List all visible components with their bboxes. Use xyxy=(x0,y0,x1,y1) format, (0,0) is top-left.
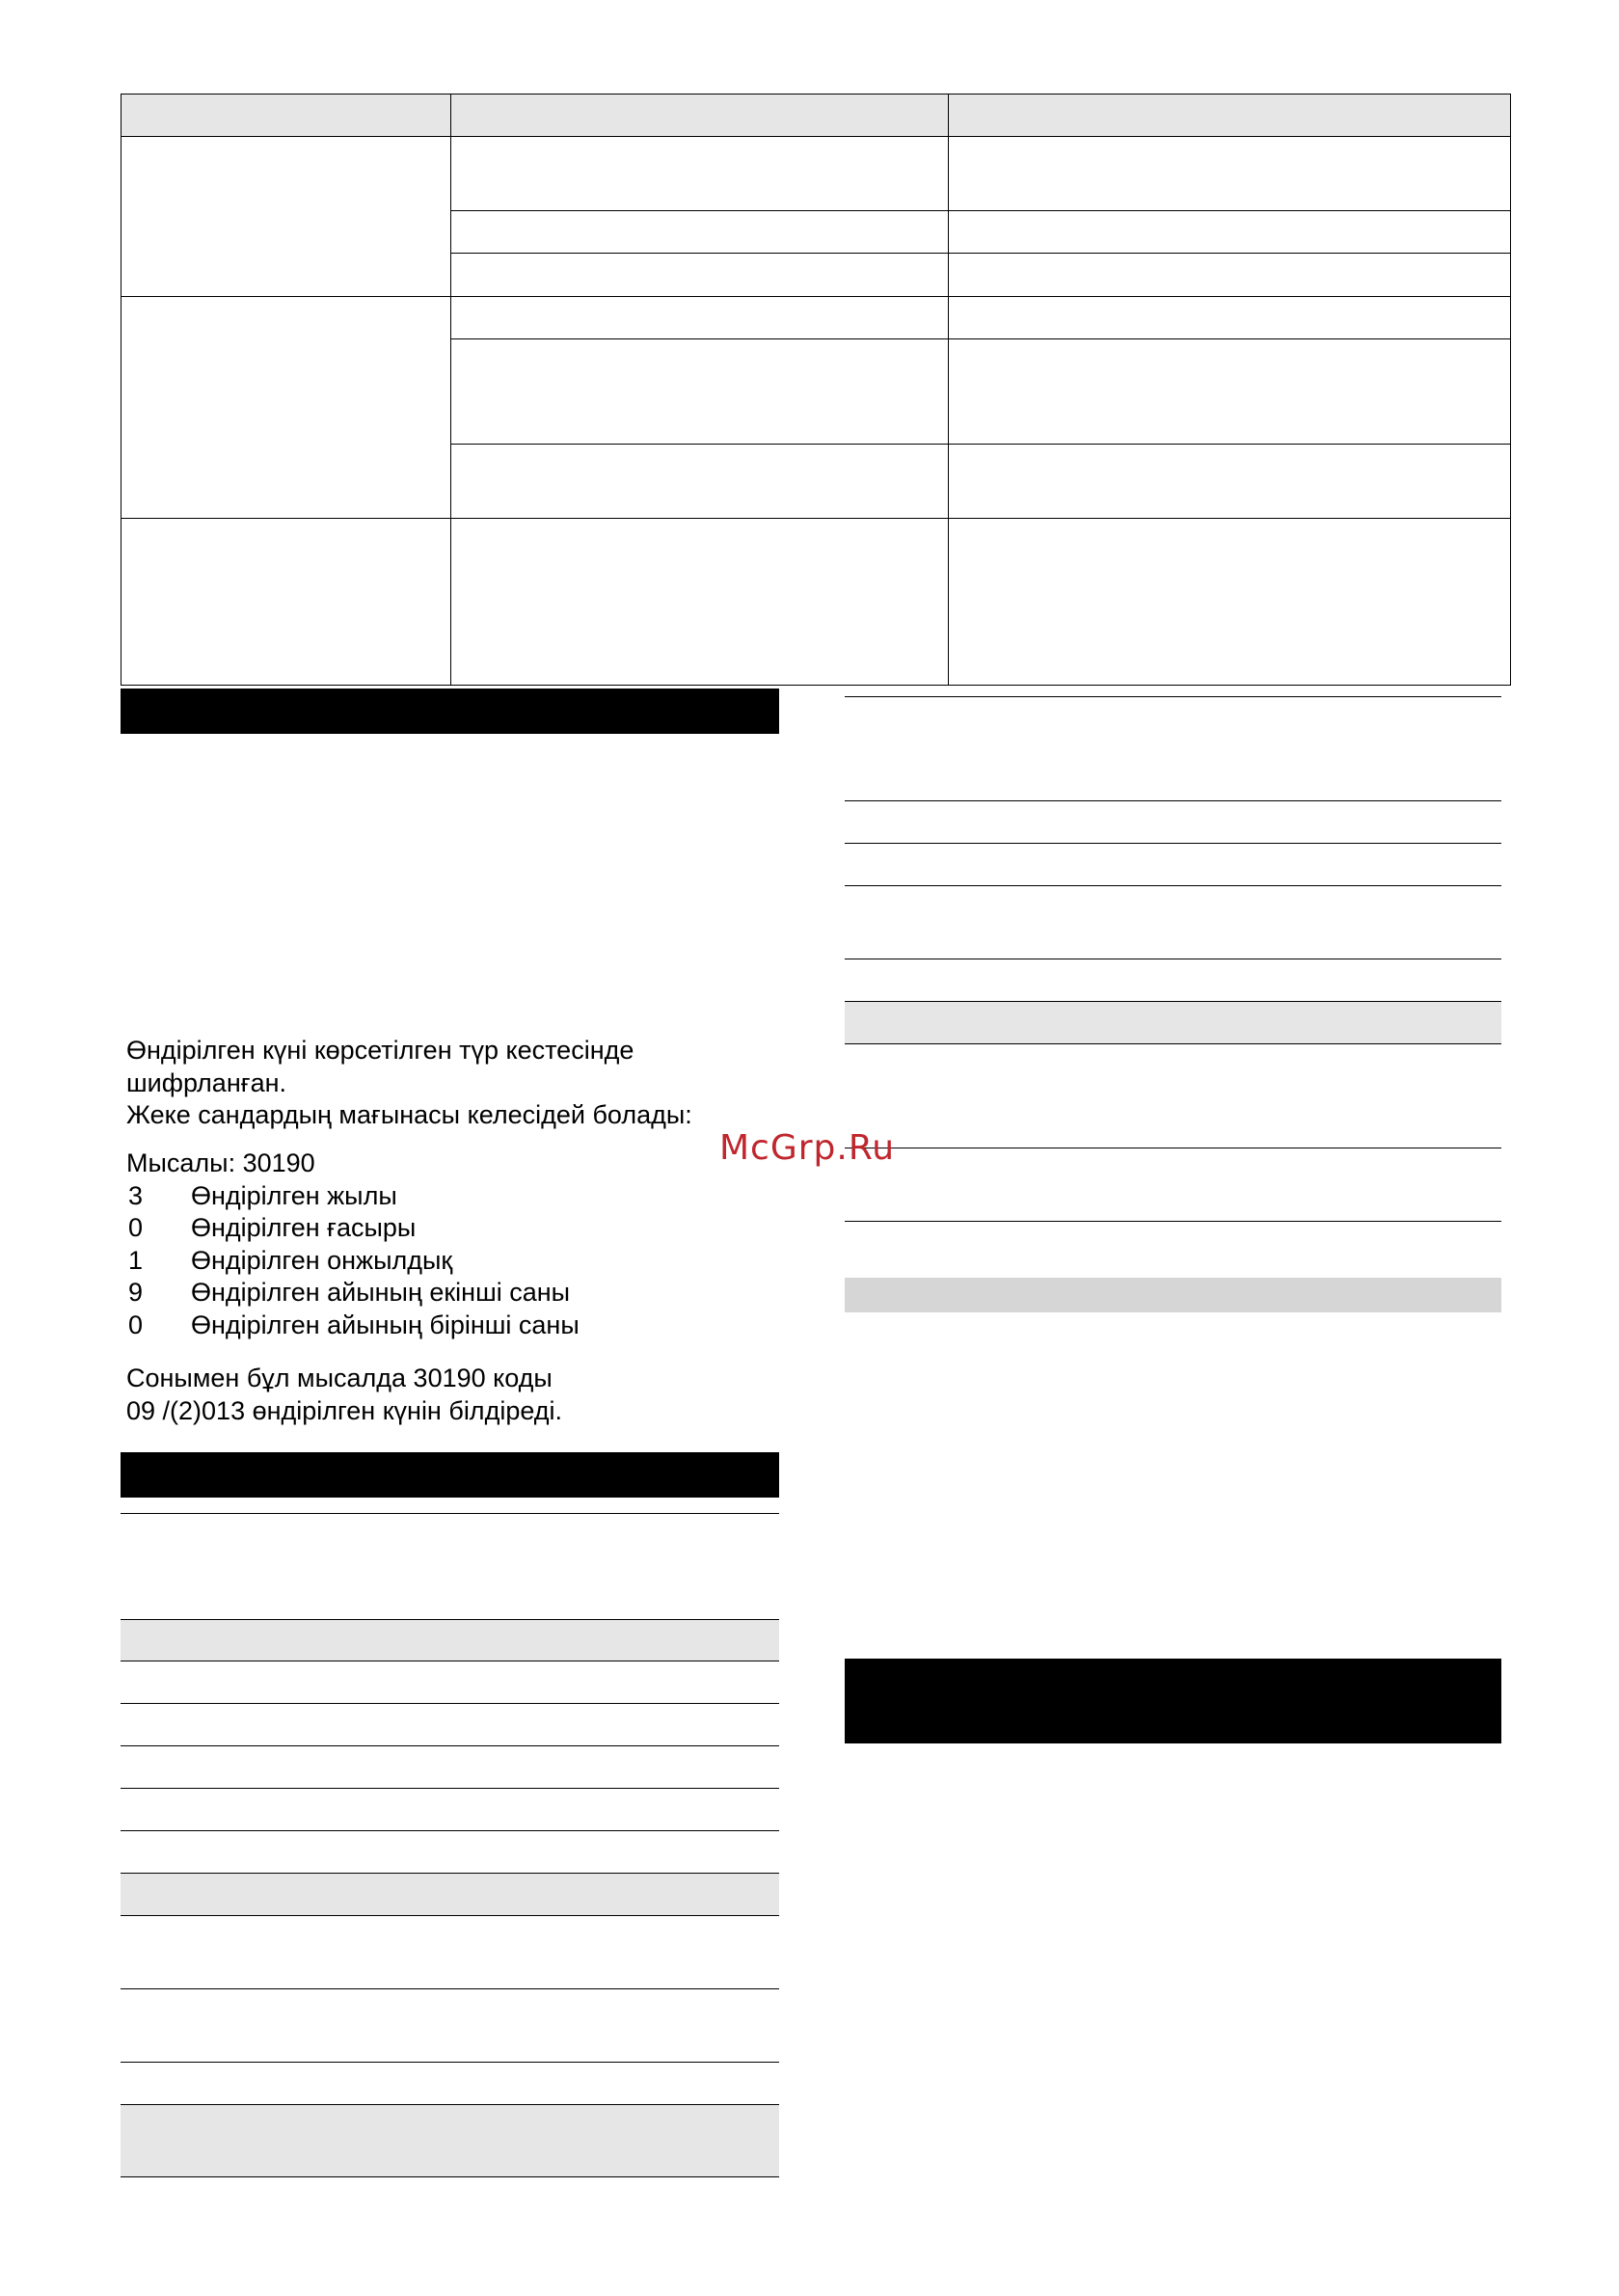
table-row-divider xyxy=(845,1043,1501,1044)
table-row-divider xyxy=(121,518,1510,519)
table-row-divider xyxy=(845,1001,1501,1002)
intro-line: Жеке сандардың мағынасы келесідей болады: xyxy=(126,1100,692,1129)
code-digit: 1 xyxy=(128,1246,144,1275)
table-row-divider xyxy=(450,444,1510,445)
table-group-row xyxy=(121,1620,779,1661)
conclusion-line: 09 /(2)013 өндірілген күнін білдіреді. xyxy=(126,1396,563,1425)
table-group-row xyxy=(121,1874,779,1915)
section-heading-bar xyxy=(845,1659,1501,1743)
table-column-divider xyxy=(948,94,949,686)
table-row-divider xyxy=(845,1221,1501,1222)
table-row-divider xyxy=(121,1703,779,1704)
section-heading-bar xyxy=(121,1452,779,1498)
watermark-text: McGrp.Ru xyxy=(719,1128,896,1168)
table-row-divider xyxy=(845,843,1501,844)
table-row-divider xyxy=(121,136,1510,137)
table-row-divider xyxy=(121,1788,779,1789)
code-meaning: Өндірілген жылы xyxy=(191,1181,397,1210)
table-row-divider xyxy=(121,296,1510,297)
table-row-divider xyxy=(450,253,1510,254)
table-group-row xyxy=(845,1002,1501,1043)
conclusion-line: Сонымен бұл мысалда 30190 коды xyxy=(126,1364,553,1392)
table-row-divider xyxy=(121,1513,779,1514)
code-meaning: Өндірілген айының екінші саны xyxy=(191,1278,571,1307)
intro-line: Өндірілген күні көрсетілген түр кестесінде xyxy=(126,1036,634,1065)
table-row-divider xyxy=(450,210,1510,211)
table-row-divider xyxy=(845,696,1501,697)
table-column-divider xyxy=(450,94,451,686)
section-heading-bar xyxy=(121,689,779,734)
table-row-divider xyxy=(121,1745,779,1746)
table-row-divider xyxy=(845,885,1501,886)
code-meaning: Өндірілген онжылдық xyxy=(191,1246,453,1275)
table-group-row xyxy=(845,1278,1501,1312)
table-row-divider xyxy=(121,2176,779,2177)
code-digit: 0 xyxy=(128,1213,144,1242)
example-label: Мысалы: 30190 xyxy=(126,1148,315,1177)
table-row-divider xyxy=(121,1619,779,1620)
table-row-divider xyxy=(845,800,1501,801)
code-digit: 3 xyxy=(128,1181,144,1210)
table-row-divider xyxy=(121,1988,779,1989)
table-row-divider xyxy=(121,1830,779,1831)
table-row-divider xyxy=(121,2062,779,2063)
table-row-divider xyxy=(121,1915,779,1916)
code-meaning: Өндірілген айының бірінші саны xyxy=(191,1310,580,1339)
table-row-divider xyxy=(450,338,1510,339)
table-border xyxy=(121,94,1511,686)
code-digit: 9 xyxy=(128,1278,144,1307)
code-digit: 0 xyxy=(128,1310,144,1339)
table-group-row xyxy=(121,2105,779,2176)
intro-line: шифрланған. xyxy=(126,1068,287,1097)
table-row-divider xyxy=(121,2104,779,2105)
table-row-divider xyxy=(121,1873,779,1874)
code-meaning: Өндірілген ғасыры xyxy=(191,1213,417,1242)
